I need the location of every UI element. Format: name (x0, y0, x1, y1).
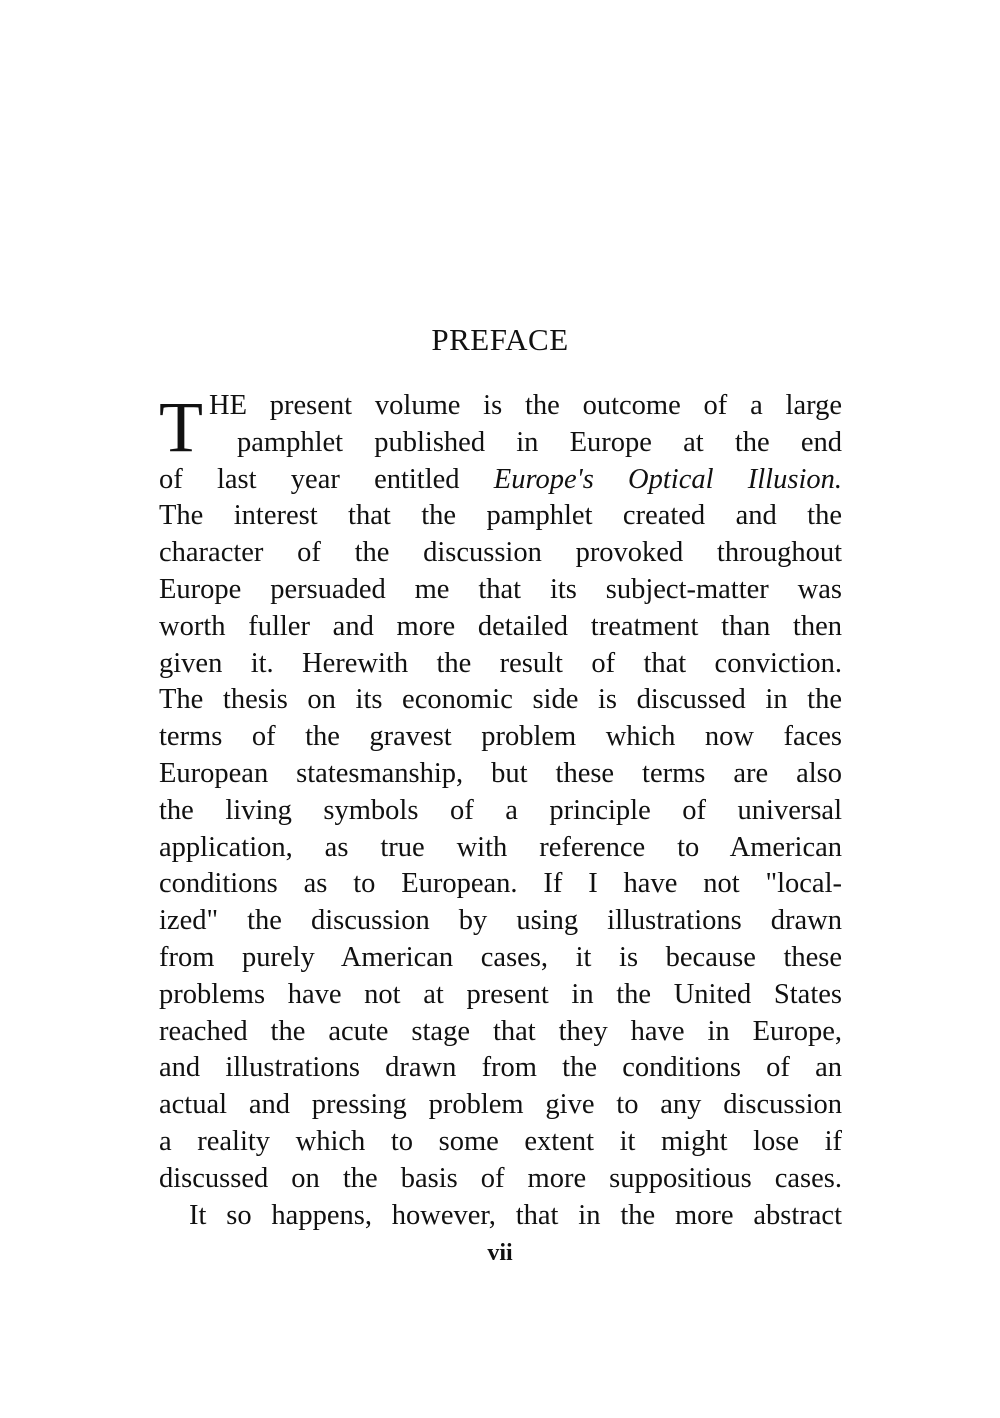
book-title: Europe's Optical Illusion. (493, 463, 842, 495)
text-line: and illustrations drawn from the conditions of an (159, 1052, 842, 1084)
text-line: the living symbols of a principle of universal (159, 794, 842, 826)
text-line: discussed on the basis of more suppositious cases. (159, 1162, 842, 1194)
text-line: reached the acute stage that they have in Europe, (159, 1015, 842, 1047)
text-line: given it. Herewith the result of that conviction. (159, 647, 842, 679)
text-line: conditions as to European. If I have not "local- (159, 868, 842, 900)
preface-body (159, 388, 842, 1234)
text-line: HE present volume is the outcome of a large (209, 390, 842, 421)
text-line: It so happens, however, that in the more abstract (189, 1199, 842, 1231)
text-line: ized" the discussion by using illustrations drawn (159, 905, 842, 937)
text-line: pamphlet published in Europe at the end (237, 426, 842, 458)
text-line: from purely American cases, it is because these (159, 941, 842, 973)
text-line: The thesis on its economic side is discussed in the (159, 684, 842, 716)
text-line: terms of the gravest problem which now faces (159, 721, 842, 753)
text-line: Europe persuaded me that its subject-matter was (159, 573, 842, 605)
page-number: vii (487, 1240, 513, 1266)
text-line: character of the discussion provoked throughout (159, 537, 842, 569)
text-line: European statesmanship, but these terms are also (159, 757, 842, 789)
text-line: The interest that the pamphlet created and the (159, 500, 842, 532)
text-line: worth fuller and more detailed treatment than then (159, 610, 842, 642)
text-line: actual and pressing problem give to any discussion (159, 1089, 842, 1121)
page-title: PREFACE (431, 322, 569, 357)
text-line: a reality which to some extent it might lose if (159, 1125, 842, 1157)
text-line: application, as true with reference to American (159, 831, 842, 863)
text-line: problems have not at present in the United States (159, 978, 842, 1010)
text-line: of last year entitled Europe's Optical Illusion. (159, 463, 842, 495)
drop-cap: T (159, 387, 203, 467)
